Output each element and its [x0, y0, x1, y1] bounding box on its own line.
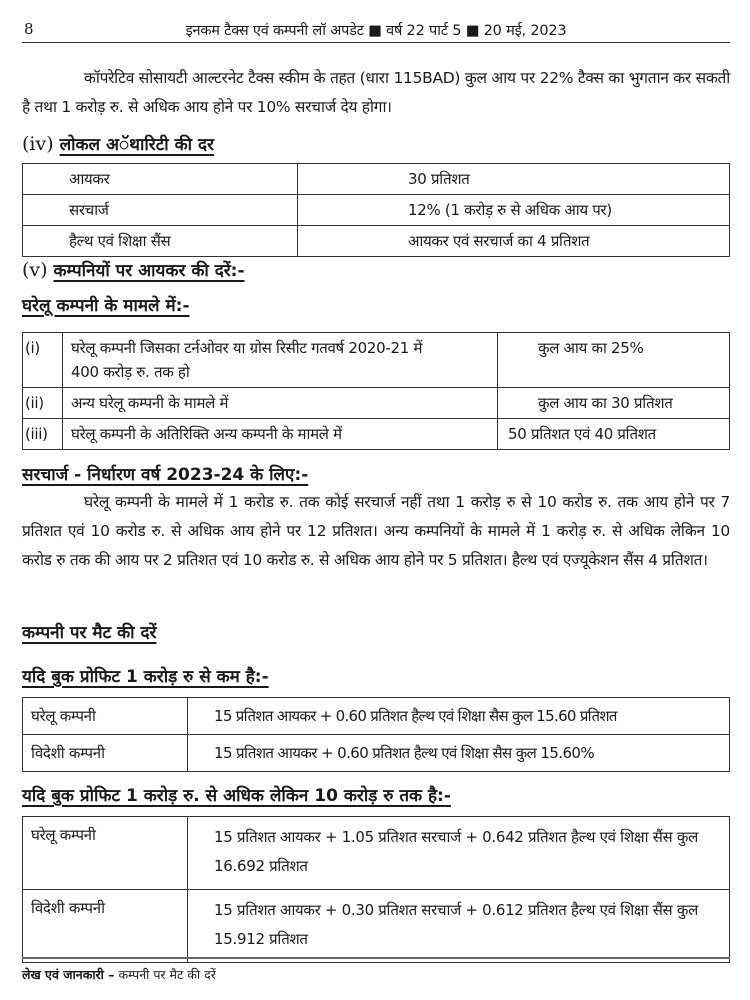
mat-heading [22, 620, 156, 643]
subheading-text: घरेलू कम्पनी के मामले में:- [22, 296, 190, 316]
mat-1-10cr-table [22, 816, 730, 963]
description-cell: घरेलू कम्पनी के अतिरिक्ति अन्य कम्पनी के मामले में [63, 419, 498, 450]
table-row [23, 890, 730, 963]
label-cell: सरचार्ज [23, 195, 298, 226]
mat-below-1cr-table [22, 697, 730, 772]
page-number: 8 [24, 20, 34, 38]
table-row [23, 817, 730, 890]
heading-text: यदि बुक प्रोफिट 1 करोड़ रु से कम है:- [22, 667, 269, 687]
label-cell: घरेलू कम्पनी [23, 698, 188, 735]
table-row [23, 195, 730, 226]
label-cell: हैल्थ एवं शिक्षा सैंस [23, 226, 298, 257]
value-cell: 15 प्रतिशत आयकर + 1.05 प्रतिशत सरचार्ज + 0.642 प्रतिशत हैल्थ एवं शिक्षा सैंस कुल 16.692 प्रतिशत [188, 817, 730, 890]
surcharge-paragraph [22, 488, 730, 575]
row-number: (iii) [23, 419, 63, 450]
label-cell: विदेशी कम्पनी [23, 890, 188, 963]
local-authority-table [22, 163, 730, 257]
header-title: इनकम टैक्स एवं कम्पनी लॉ अपडेट ■ वर्ष 22 पार्ट 5 ■ 20 मई, 2023 [185, 23, 567, 39]
section-v-heading [22, 258, 245, 281]
section-iv-heading [22, 132, 214, 155]
section-title: लोकल अॅथारिटी की दर [59, 135, 214, 155]
label-cell: आयकर [23, 164, 298, 195]
table-row [23, 698, 730, 735]
footer-text: कम्पनी पर मैट की दरें [118, 967, 216, 982]
value-cell: आयकर एवं सरचार्ज का 4 प्रतिशत [298, 226, 730, 257]
rate-cell: 50 प्रतिशत एवं 40 प्रतिशत [498, 419, 730, 450]
surcharge-heading [22, 462, 308, 485]
mat-1-10cr-heading [22, 783, 451, 806]
paragraph-text: घरेलू कम्पनी के मामले में 1 करोड रु. तक कोई सरचार्ज नहीं तथा 1 करोड़ रु से 10 करोड रु. तक आय होने पर 7 प्रतिशत एवं 10 करोड रु. से अधिक आय होने पर 12 प्रतिशत। अन्य कम्पनियों के मामले में 1 करोड़ रु. से अधिक लेकिन 10 करोड रु तक की आय पर 2 प्रतिशत एवं 10 करोड रु. से अधिक आय होने पर 5 प्रतिशत। हैल्थ एवं एज्यूकेशन सैंस 4 प्रतिशत। [22, 493, 730, 569]
description-cell: घरेलू कम्पनी जिसका टर्नओवर या ग्रोस रिसीट गतवर्ष 2020-21 में 400 करोड़ रु. तक हो [63, 333, 498, 388]
value-cell: 12% (1 करोड़ रु से अधिक आय पर) [298, 195, 730, 226]
value-cell: 30 प्रतिशत [298, 164, 730, 195]
table-row [23, 164, 730, 195]
heading-text: यदि बुक प्रोफिट 1 करोड़ रु. से अधिक लेकिन 10 करोड़ रु तक है:- [22, 786, 451, 806]
value-cell: 15 प्रतिशत आयकर + 0.60 प्रतिशत हैल्थ एवं शिक्षा सैस कुल 15.60% [188, 735, 730, 772]
value-cell: 15 प्रतिशत आयकर + 0.30 प्रतिशत सरचार्ज + 0.612 प्रतिशत हैल्थ एवं शिक्षा सैंस कुल 15.912 प्रतिशत [188, 890, 730, 963]
label-cell: घरेलू कम्पनी [23, 817, 188, 890]
intro-paragraph [22, 64, 730, 122]
running-header [22, 18, 730, 43]
table-row [23, 419, 730, 450]
description-cell: अन्य घरेलू कम्पनी के मामले में [63, 388, 498, 419]
table-row [23, 333, 730, 388]
rate-cell: कुल आय का 25% [498, 333, 730, 388]
mat-below-1cr-heading [22, 664, 269, 687]
table-row [23, 735, 730, 772]
value-cell: 15 प्रतिशत आयकर + 0.60 प्रतिशत हैल्थ एवं शिक्षा सैस कुल 15.60 प्रतिशत [188, 698, 730, 735]
intro-text: कॉपरेटिव सोसायटी आल्टरनेट टैक्स स्कीम के तहत (धारा 115BAD) कुल आय पर 22% टैक्स का भुगतान कर सकती है तथा 1 करोड़ रु. से अधिक आय होने पर 10% सरचार्ज देय होगा। [22, 69, 730, 116]
section-number: (v) [22, 259, 48, 281]
heading-text: कम्पनी पर मैट की दरें [22, 623, 157, 643]
footer-divider [22, 957, 730, 959]
section-number: (iv) [22, 133, 54, 155]
rate-cell: कुल आय का 30 प्रतिशत [498, 388, 730, 419]
section-title: कम्पनियों पर आयकर की दरें:- [53, 261, 245, 281]
company-tax-table [22, 332, 730, 450]
label-cell: विदेशी कम्पनी [23, 735, 188, 772]
row-number: (i) [23, 333, 63, 388]
domestic-company-subheading [22, 293, 190, 316]
table-row [23, 226, 730, 257]
heading-text: सरचार्ज - निर्धारण वर्ष 2023-24 के लिए:- [22, 465, 309, 485]
row-number: (ii) [23, 388, 63, 419]
footer-label: लेख एवं जानकारी – [22, 967, 115, 982]
table-row [23, 388, 730, 419]
footer [22, 966, 216, 983]
